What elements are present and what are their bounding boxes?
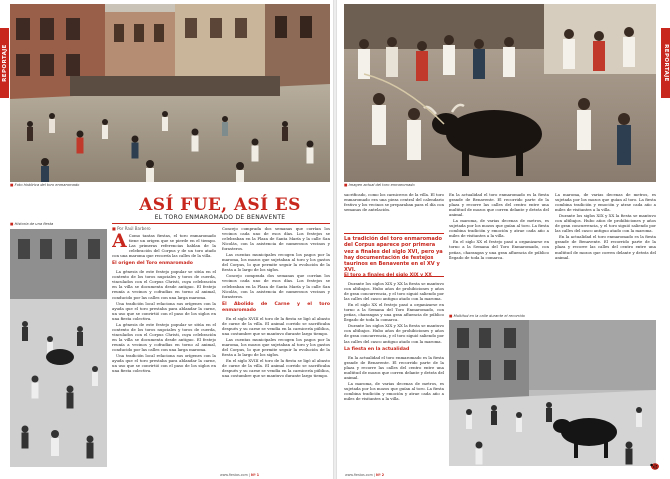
section-heading-today: La fiesta en la actualidad <box>344 346 410 352</box>
article-column-4: El toro a finales del siglo XIX y XX Durante los siglos XIX y XX la fiesta se mantuvo con altibajos. Hubo años de prohibiciones y años de gran concurrencia, y el toro siguió saliendo por las calles del casco antiguo atado con la maroma. En el siglo XX el festejo pasó a organizarse en torno a la Semana del Toro Enmaromado, con peñas, charangas y una gran afluencia de público llegado de toda la comarca. Durante los siglos XIX y XX la fiesta se mantuvo con altibajos. Hubo años de prohibiciones y años de gran concurrencia, y el toro siguió saliendo por las calles del casco antiguo atado con la maroma. La fiesta en la actualidad En la actualidad el toro enmaromado es la fiesta grande de Benavente. El recorrido parte de la plaza y recorre las calles del centro entre una multitud de mozos que corren delante y detrás del animal. La maroma, de varias decenas de metros, es sujetada por los mozos que guían al toro. La fiesta combina tradición y emoción y atrae cada año a miles de visitantes a la villa. <box>344 273 444 401</box>
caption-bottom-right: ■ Multitud en la calle durante el recorrido <box>449 314 525 318</box>
article-byline: ■ Por Raúl Barbero <box>112 226 151 231</box>
headline-rule <box>112 223 330 224</box>
article-column-5: En la actualidad el toro enmaromado es la fiesta grande de Benavente. El recorrido parte de la plaza y recorre las calles del centro entre una multitud de mozos que corren delante y detrás del animal. La maroma, de varias decenas de metros, es sujetada por los mozos que guían al toro. La fiesta combina tradición y emoción y atrae cada año a miles de visitantes a la villa. En el siglo XX el festejo pasó a organizarse en torno a la Semana del Toro Enmaromado, con peñas, charangas y una gran afluencia de público llegado de toda la comarca. <box>449 192 549 260</box>
caption-left-column: ■ Historia de una fiesta <box>10 222 54 226</box>
section-heading-abolition: El Abolido de Carne y el toro enmaromado <box>222 301 330 313</box>
right-page <box>337 0 670 479</box>
article-subhead: EL TORO ENMAROMADO DE BENAVENTE <box>154 214 286 221</box>
pull-quote: La tradición del toro enmaromado del Corpus aparece por primera vez a finales del siglo XVI, pero ya hay documentación de festejos taurinos en Benavente en el XV y XVI. <box>344 233 444 277</box>
footer-right: www.fiestas.com | Nº 2 <box>345 473 385 477</box>
article-headline: ASÍ FUE, ASÍ ES <box>139 195 301 215</box>
section-tab-left: REPORTAJE <box>0 28 9 98</box>
bull-crowd-photo <box>344 4 656 182</box>
section-heading-origin: El origen del Toro enmaromado <box>112 261 193 267</box>
section-heading-late-centuries: El toro a finales del siglo XIX y XX <box>344 273 432 278</box>
article-column-1: ■ Por Raúl Barbero A Como tantas fiestas, el toro enmaromado tiene un origen que se pierde en el tiempo. Las primeras referencias hablan de la celebración del Corpus y de un toro atado con una maroma que recorría las calles de la villa. El origen del Toro enmaromado La génesis de este festejo popular se sitúa en el contexto de los toros nupciales y toros de cuerda, vinculados con el Corpus Christi, cuya celebración en la villa se documenta desde antiguo. El festejo reunía a vecinos y cofradías en torno al animal, conducido por las calles con una larga maroma. Una tradición local relaciona sus orígenes con la ayuda que el toro prestaba para ablandar la carne, un uso que se convirtió con el paso de los siglos en una fiesta colectiva. La génesis de este festejo popular se sitúa en el contexto de los toros nupciales y toros de cuerda, vinculados con el Corpus Christi, cuya celebración en la villa se documenta desde antiguo. El festejo reunía a vecinos y cofradías en torno al animal, conducido por las calles con una larga maroma. Una tradición local relaciona sus orígenes con la ayuda que el toro prestaba para ablandar la carne, un uso que se convirtió con el paso de los siglos en una fiesta colectiva. <box>112 226 216 374</box>
drop-cap: A <box>112 230 127 253</box>
caption-top-left: ■ Foto histórica del toro enmaromado <box>10 183 80 187</box>
historic-bw-photo <box>10 229 107 467</box>
article-column-6: La maroma, de varias decenas de metros, es sujetada por los mozos que guían al toro. La fiesta combina tradición y emoción y atrae cada año a miles de visitantes a la villa. Durante los siglos XIX y XX la fiesta se mantuvo con altibajos. Hubo años de prohibiciones y años de gran concurrencia, y el toro siguió saliendo por las calles del casco antiguo atado con la maroma. En la actualidad el toro enmaromado es la fiesta grande de Benavente. El recorrido parte de la plaza y recorre las calles del centro entre una multitud de mozos que corren delante y detrás del animal. <box>555 192 656 260</box>
bw-street-bull-photo <box>449 320 656 466</box>
historic-street-photo <box>10 4 330 182</box>
article-column-2: Concejo comprada dos semanas que corrían los vecinos cada uno de esos días. Los festejos se celebraban en la Plaza de Santa María y la calle San Nicolás, con la asistencia de numerosos vecinos y forasteros. Las cuentas municipales recogen los pagos por la maroma, los mozos que sujetaban al toro y los gastos del Corpus, lo que permite seguir la evolución de la fiesta a lo largo de los siglos. Concejo comprada dos semanas que corrían los vecinos cada uno de esos días. Los festejos se celebraban en la Plaza de Santa María y la calle San Nicolás, con la asistencia de numerosos vecinos y forasteros. El Abolido de Carne y el toro enmaromado En el siglo XVIII el toro de la fiesta se ligó al abasto de carne de la villa. El animal corrido se sacrificaba después y su carne se vendía en la carnicería pública, una costumbre que se mantuvo durante largo tiempo. Las cuentas municipales recogen los pagos por la maroma, los mozos que sujetaban al toro y los gastos del Corpus, lo que permite seguir la evolución de la fiesta a lo largo de los siglos. En el siglo XVIII el toro de la fiesta se ligó al abasto de carne de la villa. El animal corrido se sacrificaba después y su carne se vendía en la carnicería pública, una costumbre que se mantuvo durante largo tiempo. <box>222 226 330 379</box>
section-tab-right: REPORTAJE <box>661 28 670 98</box>
article-column-3: sacrificado, como los carniceros de la villa. El toro enmaromado era una pieza central del calendario festivo y los vecinos se preparaban para el día con semanas de antelación. <box>344 192 444 213</box>
left-page <box>0 0 333 479</box>
ladybug-icon <box>650 462 660 470</box>
caption-top-right: ■ Imagen actual del toro enmaromado <box>344 183 415 187</box>
footer-left: www.fiestas.com | Nº 1 <box>220 473 260 477</box>
